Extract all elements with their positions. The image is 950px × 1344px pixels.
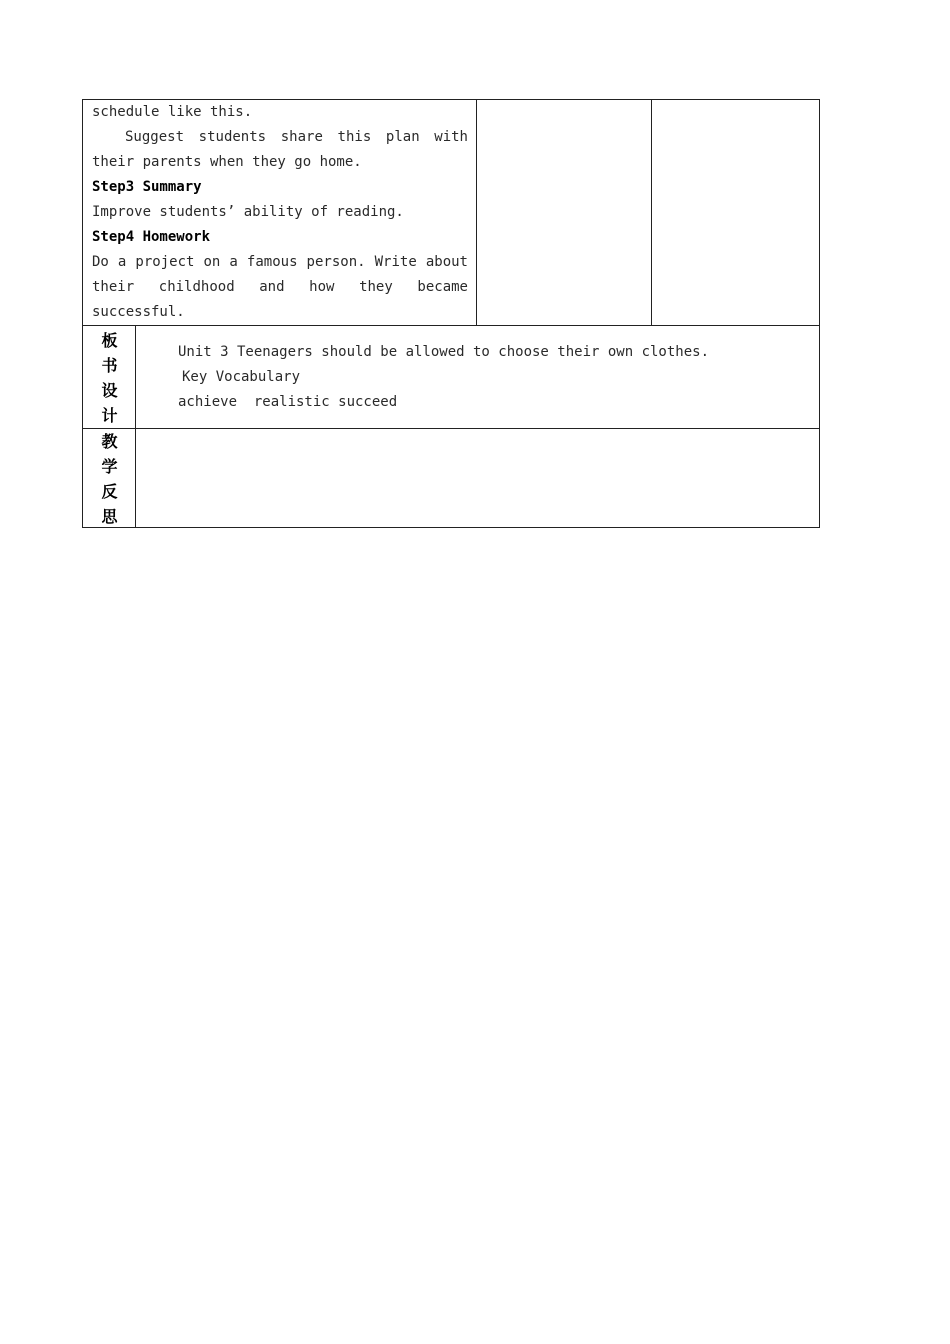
empty-cell <box>652 100 819 325</box>
text-line: Do a project on a famous person. Write about <box>92 254 468 270</box>
text-line: Improve students’ ability of reading. <box>92 204 404 220</box>
step-heading: Step4 Homework <box>92 229 211 245</box>
label-char: 计 <box>101 406 118 425</box>
label-char: 思 <box>101 507 118 526</box>
vocabulary-heading: Key Vocabulary <box>182 369 301 385</box>
text-line: their childhood and how they became <box>92 279 468 295</box>
blackboard-design-content <box>136 325 819 428</box>
label-char: 书 <box>101 356 118 375</box>
label-char: 设 <box>101 381 118 400</box>
label-char: 板 <box>101 331 118 350</box>
teaching-reflection-label <box>83 428 136 527</box>
label-char: 学 <box>101 457 118 476</box>
text-line: schedule like this. <box>92 104 253 120</box>
unit-title: Unit 3 Teenagers should be allowed to choose their own clothes. <box>178 344 710 360</box>
label-char: 教 <box>101 432 118 451</box>
text-line: successful. <box>92 304 185 320</box>
teaching-reflection-content <box>136 428 819 527</box>
lesson-plan-table <box>82 99 820 528</box>
empty-cell <box>477 100 652 325</box>
blackboard-design-label <box>83 325 136 428</box>
step-heading: Step3 Summary <box>92 179 202 195</box>
text-line: Suggest students share this plan with <box>125 129 468 145</box>
vocabulary-list: achieve realistic succeed <box>178 394 398 410</box>
label-char: 反 <box>101 482 118 501</box>
text-line: their parents when they go home. <box>92 154 362 170</box>
procedure-cell <box>83 100 477 325</box>
